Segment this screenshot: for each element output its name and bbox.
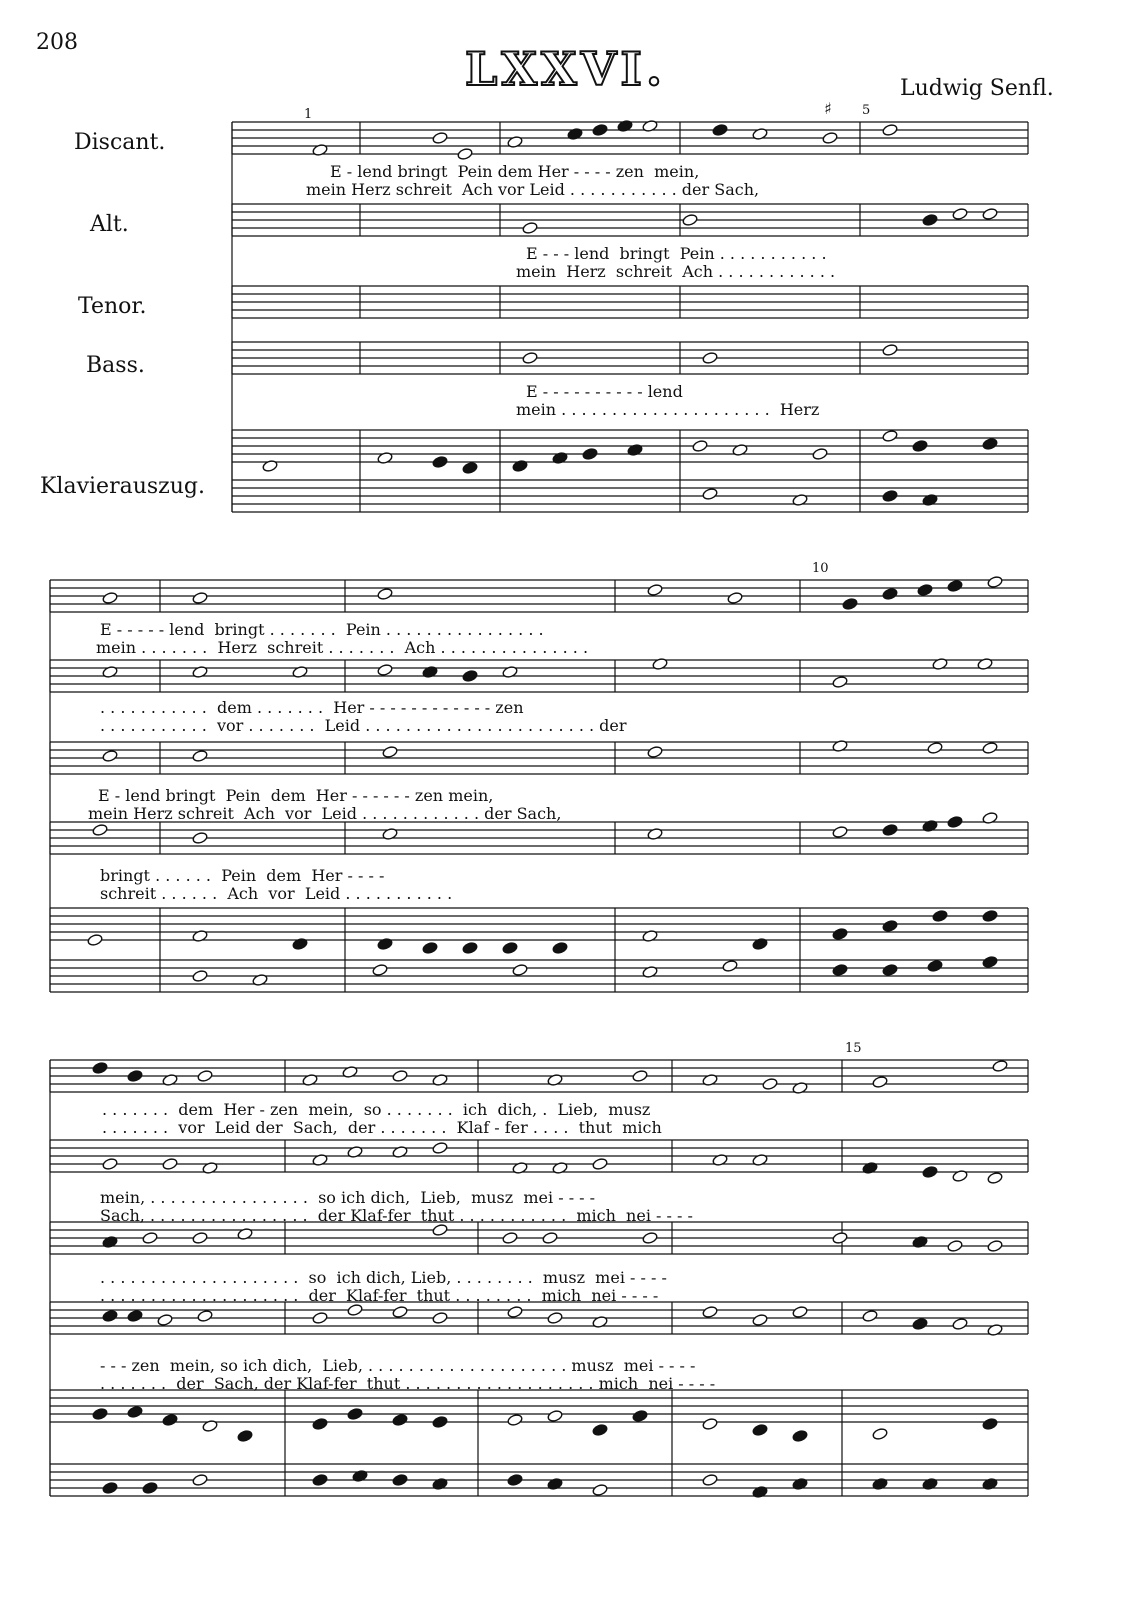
note-head xyxy=(947,1239,963,1252)
voice-label-alt: Alt. xyxy=(90,212,129,237)
note-head xyxy=(87,933,103,946)
note-head xyxy=(632,1409,648,1422)
note-head xyxy=(592,1315,608,1328)
note-head xyxy=(462,461,478,474)
note-head xyxy=(832,1231,848,1244)
note-head xyxy=(392,1305,408,1318)
note-head xyxy=(702,1305,718,1318)
note-head xyxy=(432,1415,448,1428)
note-head xyxy=(312,1473,328,1486)
lyric-line: Sach, . . . . . . . . . . . . . . . . der Klaf-fer thut . . . . . . . . . . . mich nei - - - - xyxy=(100,1206,693,1225)
note-head xyxy=(192,1473,208,1486)
note-head xyxy=(712,1153,728,1166)
lyric-line: E - - - - - - - - - - lend xyxy=(526,382,683,401)
note-head xyxy=(347,1145,363,1158)
note-head xyxy=(912,1317,928,1330)
note-head xyxy=(792,1305,808,1318)
note-head xyxy=(502,665,518,678)
note-head xyxy=(792,1081,808,1094)
note-head xyxy=(347,1407,363,1420)
lyric-line: bringt . . . . . . Pein dem Her - - - - xyxy=(100,866,385,885)
note-head xyxy=(422,941,438,954)
note-head xyxy=(992,1059,1008,1072)
note-head xyxy=(197,1309,213,1322)
note-head xyxy=(512,459,528,472)
note-head xyxy=(552,1161,568,1174)
note-head xyxy=(982,437,998,450)
note-head xyxy=(127,1405,143,1418)
note-head xyxy=(512,963,528,976)
note-head xyxy=(982,1417,998,1430)
note-head xyxy=(812,447,828,460)
note-head xyxy=(642,119,658,132)
note-head xyxy=(202,1419,218,1432)
note-head xyxy=(507,135,523,148)
note-head xyxy=(752,1313,768,1326)
lyric-line: E - - - lend bringt Pein . . . . . . . . . . . xyxy=(526,244,827,263)
note-head xyxy=(102,749,118,762)
note-head xyxy=(92,1407,108,1420)
note-head xyxy=(462,941,478,954)
note-head xyxy=(192,831,208,844)
lyric-line: E - lend bringt Pein dem Her - - - - zen mein, xyxy=(330,162,700,181)
note-head xyxy=(982,909,998,922)
note-head xyxy=(922,1477,938,1490)
note-head xyxy=(947,579,963,592)
note-head xyxy=(102,1309,118,1322)
note-head xyxy=(592,1157,608,1170)
note-head xyxy=(592,1423,608,1436)
note-head xyxy=(642,965,658,978)
voice-label-klavier: Klavierauszug. xyxy=(40,474,205,499)
note-head xyxy=(192,749,208,762)
note-head xyxy=(792,1477,808,1490)
note-head xyxy=(922,493,938,506)
note-head xyxy=(102,1481,118,1494)
note-head xyxy=(762,1077,778,1090)
note-head xyxy=(102,1157,118,1170)
note-head xyxy=(702,1073,718,1086)
note-head xyxy=(922,213,938,226)
notes xyxy=(87,119,1008,1498)
note-head xyxy=(432,455,448,468)
lyric-line: . . . . . . . . . . . dem . . . . . . . Her - - - - - - - - - - - - zen xyxy=(100,698,524,717)
lyric-line: E - - - - - lend bringt . . . . . . . Pein . . . . . . . . . . . . . . . . xyxy=(100,620,544,639)
composer: Ludwig Senfl. xyxy=(900,76,1054,101)
note-head xyxy=(432,131,448,144)
measure-number: 5 xyxy=(862,103,871,118)
note-head xyxy=(162,1157,178,1170)
note-head xyxy=(92,823,108,836)
note-head xyxy=(237,1227,253,1240)
note-head xyxy=(432,1477,448,1490)
note-head xyxy=(752,1423,768,1436)
note-head xyxy=(702,1417,718,1430)
note-head xyxy=(702,487,718,500)
note-head xyxy=(752,937,768,950)
note-head xyxy=(932,909,948,922)
note-head xyxy=(947,815,963,828)
note-head xyxy=(882,429,898,442)
note-head xyxy=(822,131,838,144)
note-head xyxy=(377,587,393,600)
note-head xyxy=(502,941,518,954)
lyric-line: . . . . . . . . . . . vor . . . . . . . Leid . . . . . . . . . . . . . . . . . . . . . . . der xyxy=(100,716,627,735)
note-head xyxy=(347,1303,363,1316)
note-head xyxy=(882,963,898,976)
note-head xyxy=(382,745,398,758)
note-head xyxy=(192,969,208,982)
note-head xyxy=(432,1223,448,1236)
note-head xyxy=(862,1161,878,1174)
note-head xyxy=(922,819,938,832)
note-head xyxy=(862,1309,878,1322)
note-head xyxy=(342,1065,358,1078)
note-head xyxy=(882,123,898,136)
note-head xyxy=(882,587,898,600)
note-head xyxy=(422,665,438,678)
note-head xyxy=(932,657,948,670)
note-head xyxy=(987,575,1003,588)
note-head xyxy=(542,1231,558,1244)
note-head xyxy=(507,1413,523,1426)
note-head xyxy=(162,1073,178,1086)
note-head xyxy=(372,963,388,976)
note-head xyxy=(732,443,748,456)
note-head xyxy=(617,119,633,132)
note-head xyxy=(192,665,208,678)
lyric-line: mein . . . . . . . . . . . . . . . . . . . . . Herz xyxy=(516,400,820,419)
note-head xyxy=(262,459,278,472)
measure-number: 1 xyxy=(304,107,313,122)
note-head xyxy=(312,1311,328,1324)
lyric-line: - - - zen mein, so ich dich, Lieb, . . . . . . . . . . . . . . . . . . . . musz mei - - - - xyxy=(100,1356,696,1375)
note-head xyxy=(507,1305,523,1318)
note-head xyxy=(432,1073,448,1086)
note-head xyxy=(872,1477,888,1490)
sharp-accidental: ♯ xyxy=(824,99,832,118)
note-head xyxy=(392,1413,408,1426)
note-head xyxy=(392,1473,408,1486)
note-head xyxy=(647,827,663,840)
note-head xyxy=(652,657,668,670)
note-head xyxy=(982,741,998,754)
note-head xyxy=(377,663,393,676)
note-head xyxy=(987,1323,1003,1336)
note-head xyxy=(882,823,898,836)
note-head xyxy=(162,1413,178,1426)
note-head xyxy=(917,583,933,596)
note-head xyxy=(842,597,858,610)
note-head xyxy=(682,213,698,226)
note-head xyxy=(432,1311,448,1324)
note-head xyxy=(547,1409,563,1422)
note-head xyxy=(647,583,663,596)
note-head xyxy=(702,1473,718,1486)
note-head xyxy=(982,1477,998,1490)
note-head xyxy=(292,665,308,678)
note-head xyxy=(547,1311,563,1324)
note-head xyxy=(567,127,583,140)
note-head xyxy=(302,1073,318,1086)
lyric-line: . . . . . . . vor Leid der Sach, der . . . . . . . Klaf - fer . . . . thut mich xyxy=(102,1118,662,1137)
lyric-line: schreit . . . . . . Ach vor Leid . . . . . . . . . . . xyxy=(100,884,453,903)
note-head xyxy=(792,1429,808,1442)
note-head xyxy=(832,963,848,976)
note-head xyxy=(752,127,768,140)
lyric-line: . . . . . . . . . . . . . . . . . . . . der Klaf-fer thut . . . . . . . . mich nei - - - - xyxy=(100,1286,659,1305)
note-head xyxy=(952,1169,968,1182)
note-head xyxy=(142,1231,158,1244)
staff-lines xyxy=(50,122,1028,1496)
note-head xyxy=(872,1427,888,1440)
note-head xyxy=(102,665,118,678)
note-head xyxy=(392,1145,408,1158)
page-number: 208 xyxy=(36,30,78,55)
measure-number: 15 xyxy=(845,1041,862,1056)
note-head xyxy=(312,1153,328,1166)
note-head xyxy=(752,1153,768,1166)
note-head xyxy=(752,1485,768,1498)
note-head xyxy=(192,929,208,942)
note-head xyxy=(512,1161,528,1174)
note-head xyxy=(627,443,643,456)
note-head xyxy=(952,1317,968,1330)
note-head xyxy=(552,451,568,464)
lyric-line: . . . . . . . dem Her - zen mein, so . . . . . . . ich dich, . Lieb, musz xyxy=(102,1100,651,1119)
note-head xyxy=(977,657,993,670)
note-head xyxy=(912,1235,928,1248)
note-head xyxy=(927,741,943,754)
note-head xyxy=(312,143,328,156)
note-head xyxy=(197,1069,213,1082)
note-head xyxy=(592,123,608,136)
note-head xyxy=(192,591,208,604)
note-head xyxy=(982,207,998,220)
note-head xyxy=(252,973,268,986)
note-head xyxy=(507,1473,523,1486)
note-head xyxy=(882,919,898,932)
note-head xyxy=(502,1231,518,1244)
note-head xyxy=(927,959,943,972)
note-head xyxy=(922,1165,938,1178)
note-head xyxy=(462,669,478,682)
note-head xyxy=(642,1231,658,1244)
note-head xyxy=(582,447,598,460)
note-head xyxy=(377,937,393,950)
note-head xyxy=(382,827,398,840)
note-head xyxy=(522,221,538,234)
note-head xyxy=(632,1069,648,1082)
note-head xyxy=(692,439,708,452)
note-head xyxy=(142,1481,158,1494)
note-head xyxy=(882,489,898,502)
note-head xyxy=(712,123,728,136)
note-head xyxy=(727,591,743,604)
note-head xyxy=(832,927,848,940)
note-head xyxy=(832,825,848,838)
note-head xyxy=(547,1477,563,1490)
note-head xyxy=(352,1469,368,1482)
note-head xyxy=(377,451,393,464)
note-head xyxy=(792,493,808,506)
note-head xyxy=(872,1075,888,1088)
lyric-line: mein Herz schreit Ach . . . . . . . . . . . . xyxy=(516,262,836,281)
note-head xyxy=(912,439,928,452)
note-head xyxy=(312,1417,328,1430)
note-head xyxy=(192,1231,208,1244)
page-title: LXXVI. xyxy=(465,42,666,96)
lyric-line: E - lend bringt Pein dem Her - - - - - - zen mein, xyxy=(98,786,494,805)
note-head xyxy=(127,1309,143,1322)
note-head xyxy=(127,1069,143,1082)
note-head xyxy=(102,591,118,604)
lyric-line: mein Herz schreit Ach vor Leid . . . . . . . . . . . der Sach, xyxy=(306,180,760,199)
note-head xyxy=(432,1141,448,1154)
lyric-line: . . . . . . . . . . . . . . . . . . . . so ich dich, Lieb, . . . . . . . . musz mei - - - - xyxy=(100,1268,667,1287)
voice-label-tenor: Tenor. xyxy=(78,294,147,319)
note-head xyxy=(552,941,568,954)
note-head xyxy=(457,147,473,160)
note-head xyxy=(237,1429,253,1442)
measure-number: 10 xyxy=(812,561,829,576)
lyric-line: mein . . . . . . . Herz schreit . . . . . . . Ach . . . . . . . . . . . . . . . xyxy=(96,638,589,657)
note-head xyxy=(882,343,898,356)
note-head xyxy=(952,207,968,220)
note-head xyxy=(92,1061,108,1074)
lyric-line: mein Herz schreit Ach vor Leid . . . . . . . . . . . . der Sach, xyxy=(88,804,562,823)
note-head xyxy=(592,1483,608,1496)
note-head xyxy=(987,1239,1003,1252)
voice-label-discant: Discant. xyxy=(74,130,166,155)
note-head xyxy=(392,1069,408,1082)
note-head xyxy=(547,1073,563,1086)
note-head xyxy=(157,1313,173,1326)
note-head xyxy=(522,351,538,364)
note-head xyxy=(832,675,848,688)
note-head xyxy=(642,929,658,942)
note-head xyxy=(987,1171,1003,1184)
note-head xyxy=(832,739,848,752)
note-head xyxy=(702,351,718,364)
voice-label-bass: Bass. xyxy=(86,353,145,378)
note-head xyxy=(292,937,308,950)
note-head xyxy=(202,1161,218,1174)
note-head xyxy=(102,1235,118,1248)
lyric-line: . . . . . . . der Sach, der Klaf-fer thut . . . . . . . . . . . . . . . . . . . mich nei - - - - xyxy=(100,1374,716,1393)
note-head xyxy=(722,959,738,972)
note-head xyxy=(982,955,998,968)
note-head xyxy=(982,811,998,824)
lyric-line: mein, . . . . . . . . . . . . . . . . so ich dich, Lieb, musz mei - - - - xyxy=(100,1188,596,1207)
note-head xyxy=(647,745,663,758)
